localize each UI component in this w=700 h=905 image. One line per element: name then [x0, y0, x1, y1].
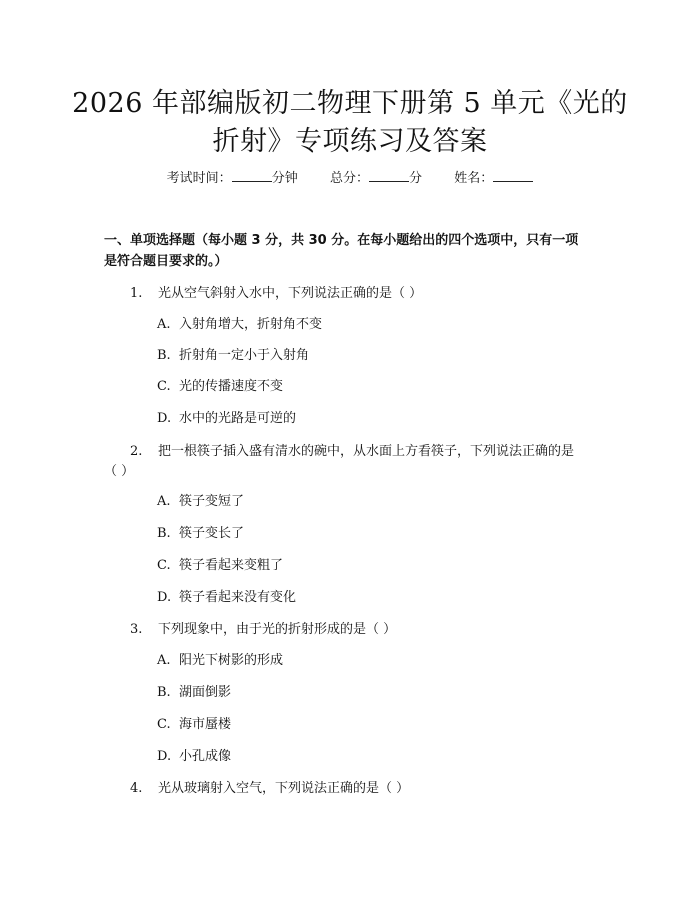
option-letter: C. — [157, 379, 171, 394]
question-number: 3. — [130, 622, 143, 637]
question-number: 4. — [130, 781, 143, 796]
question-3-option-d[interactable] — [157, 748, 231, 766]
total-score-unit: 分 — [409, 171, 423, 186]
question-2-continuation: （ ） — [104, 464, 135, 479]
option-letter: B. — [157, 348, 171, 363]
question-text: 把一根筷子插入盛有清水的碗中，从水面上方看筷子，下列说法正确的是 — [158, 444, 575, 459]
option-text: 湖面倒影 — [179, 685, 232, 700]
option-letter: B. — [157, 526, 171, 541]
question-3-option-c[interactable] — [157, 716, 231, 734]
option-text: 筷子变长了 — [179, 526, 245, 541]
option-letter: A. — [157, 317, 171, 332]
question-1-option-d[interactable] — [157, 410, 296, 428]
option-text: 筷子变短了 — [179, 494, 245, 509]
option-letter: C. — [157, 717, 171, 732]
option-letter: D. — [157, 749, 172, 764]
question-3 — [130, 621, 396, 639]
option-text: 海市蜃楼 — [179, 717, 232, 732]
page-title-line-2: 折射》专项练习及答案 — [212, 126, 488, 157]
question-2-option-b[interactable] — [157, 525, 244, 543]
question-2-option-a[interactable] — [157, 493, 244, 511]
question-1-option-a[interactable] — [157, 316, 322, 334]
option-text: 入射角增大，折射角不变 — [179, 317, 323, 332]
option-text: 折射角一定小于入射角 — [179, 348, 310, 363]
question-number: 1. — [130, 286, 143, 301]
question-2 — [130, 443, 574, 461]
question-1-option-c[interactable] — [157, 378, 283, 396]
question-1-option-b[interactable] — [157, 347, 309, 365]
question-2-option-c[interactable] — [157, 557, 283, 575]
option-text: 小孔成像 — [179, 749, 232, 764]
question-3-option-a[interactable] — [157, 652, 283, 670]
exam-time-blank[interactable] — [232, 169, 272, 182]
option-letter: A. — [157, 494, 171, 509]
question-4 — [130, 780, 409, 798]
question-text: 下列现象中，由于光的折射形成的是（ ） — [158, 622, 397, 637]
exam-info-row — [0, 169, 700, 188]
option-letter: A. — [157, 653, 171, 668]
question-1 — [130, 285, 422, 303]
option-letter: D. — [157, 590, 172, 605]
page-title-line-1: 2026 年部编版初二物理下册第 5 单元《光的 — [72, 88, 628, 119]
exam-time-label: 考试时间： — [166, 171, 232, 186]
total-score-label: 总分： — [329, 171, 369, 186]
question-number: 2. — [130, 444, 143, 459]
option-text: 筷子看起来没有变化 — [179, 590, 297, 605]
exam-time-unit: 分钟 — [271, 171, 298, 186]
student-name-label: 姓名： — [454, 171, 494, 186]
question-2-option-d[interactable] — [157, 589, 296, 607]
question-3-option-b[interactable] — [157, 684, 231, 702]
option-letter: B. — [157, 685, 171, 700]
option-text: 阳光下树影的形成 — [179, 653, 284, 668]
total-score-blank[interactable] — [369, 169, 409, 182]
section-heading-line-2: 是符合题目要求的。） — [104, 254, 228, 269]
question-text: 光从空气斜射入水中，下列说法正确的是（ ） — [158, 286, 423, 301]
option-letter: D. — [157, 411, 172, 426]
section-heading-line-1: 一、单项选择题（每小题 3 分，共 30 分。在每小题给出的四个选项中，只有一项 — [104, 233, 579, 248]
option-text: 光的传播速度不变 — [179, 379, 284, 394]
option-text: 水中的光路是可逆的 — [179, 411, 297, 426]
option-letter: C. — [157, 558, 171, 573]
student-name-blank[interactable] — [493, 169, 533, 182]
option-text: 筷子看起来变粗了 — [179, 558, 284, 573]
question-text: 光从玻璃射入空气，下列说法正确的是（ ） — [158, 781, 410, 796]
